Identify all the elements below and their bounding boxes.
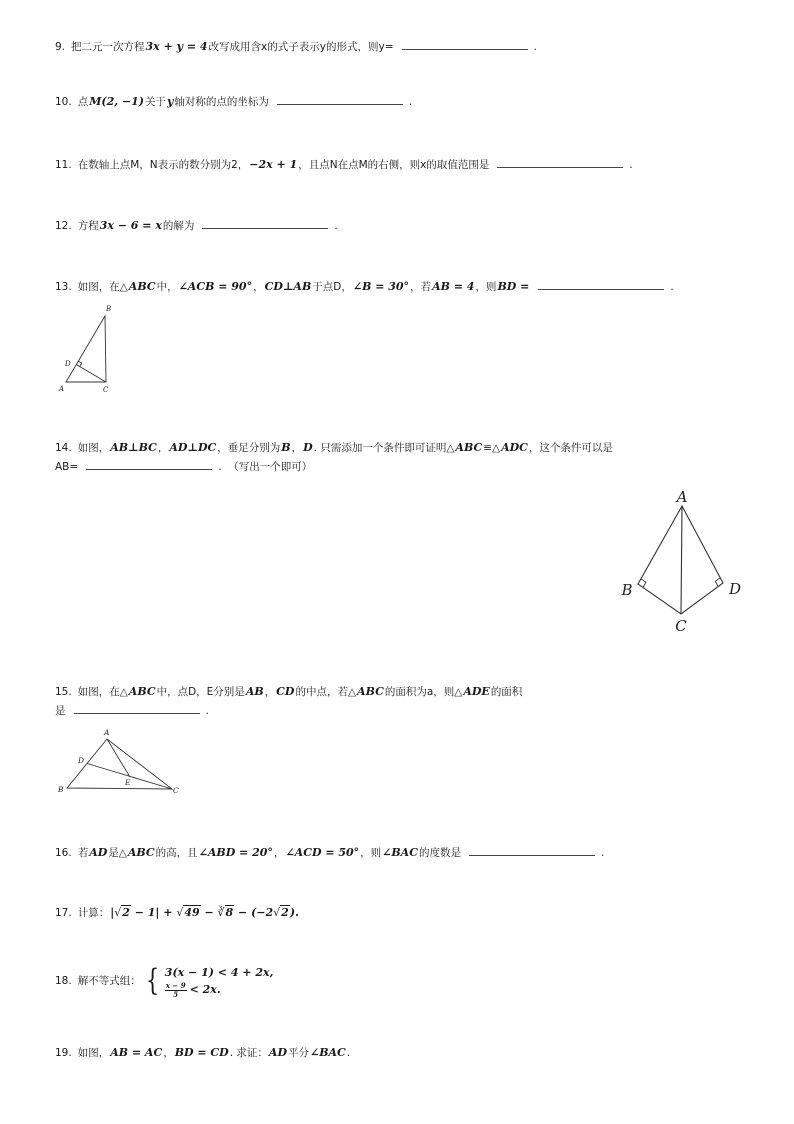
math-expression: M(2, −1) [89,95,144,108]
radicand: 49 [184,906,200,919]
question-text: . [334,220,338,232]
label-a: A [104,728,110,737]
question-text: 如图， [77,442,110,454]
question-number: 12. [55,220,72,232]
question-text: ，若 [410,281,432,293]
question-text: ， [163,1047,174,1059]
math-expression: AD [268,1046,287,1059]
expr-part: − 1| + [130,906,177,919]
question-12 [55,219,338,233]
quadrilateral-abcd [638,506,723,614]
math-expression: ABC [127,846,155,859]
question-text: 中，点D，E分别是 [156,686,245,698]
label-d: D [65,360,71,368]
question-text: 关于 [144,96,166,108]
question-text: . [205,705,209,717]
radicand: 2 [122,906,130,919]
math-expression: −2x + 1 [249,158,298,171]
figure-13-triangle [55,300,125,400]
label-c: C [675,617,687,635]
inequality-rest: < 2x. [189,983,221,996]
fraction-denominator: 5 [173,989,179,999]
question-text: ，垂足分别为 [217,442,281,454]
question-11 [55,158,633,172]
math-expression: ∠ACD = 50° [285,846,360,859]
answer-blank [497,158,623,168]
system-brace: { [145,963,159,999]
figure-15-triangle [55,725,185,800]
question-number: 15. [55,686,72,698]
math-expression: AD⊥DC [169,441,217,454]
expr-part: | [110,906,115,919]
question-text: ， [291,442,303,454]
math-expression: ABC [455,441,483,454]
answer-blank [538,280,664,290]
question-number: 13. [55,281,72,293]
question-text: 点 [77,96,89,108]
question-text: 平分 [287,1047,309,1059]
question-text: . [629,159,633,171]
question-text: . [218,461,222,473]
question-text: . [533,41,537,53]
question-text: 的面积 [490,686,523,698]
math-expression: AB [245,685,264,698]
question-text: 解不等式组： [77,975,141,988]
answer-blank [86,460,212,470]
expr-part: − (−2 [234,906,274,919]
math-expression: ∠ABD = 20° [198,846,273,859]
question-text: 把二元一次方程 [71,41,145,53]
math-expression: D [303,441,313,454]
question-18 [55,964,274,999]
math-expression: AB = 4 [432,280,475,293]
question-number: 16. [55,847,72,859]
label-d: D [78,756,85,765]
math-expression: ABC [128,280,156,293]
question-10 [55,95,412,109]
question-14-line-1 [55,441,613,455]
question-text: . 求证： [229,1047,268,1059]
math-expression: B [281,441,291,454]
question-text: . [670,281,674,293]
question-text: 轴对称的点的坐标为 [174,96,269,108]
question-text: 方程 [77,220,99,232]
label-a: A [59,385,65,393]
question-number: 11. [55,159,72,171]
question-text: ，则 [360,847,382,859]
label-c: C [103,386,109,394]
question-15-line-1 [55,685,522,699]
inequality-1: 3(x − 1) < 4 + 2x, [164,966,274,979]
math-expression: y [166,95,174,108]
question-text: ，且点N在点M的右侧，则x的取值范围是 [298,159,490,171]
answer-blank [202,219,328,229]
question-text: ，这个条件可以是 [528,442,613,454]
radicand: 8 [225,906,234,919]
question-number: 10. [55,96,72,108]
question-number: 18. [55,975,72,988]
math-expression: CD⊥AB [264,280,312,293]
question-text: . [600,847,605,859]
math-expression: ADE [463,685,490,698]
question-number: 19. [55,1047,72,1059]
answer-blank [469,846,595,856]
label-e: E [125,778,131,787]
question-number: 14. [55,442,72,454]
question-text: ，则 [475,281,497,293]
sqrt-sign: √ [273,906,281,919]
sqrt-sign: √ [176,906,184,919]
question-text: 是 [55,705,66,717]
question-text: 中， [156,281,178,293]
math-expression: AB⊥BC [110,441,157,454]
math-expression: 3x − 6 = x [99,219,162,232]
radicand: 2 [281,906,289,919]
question-text: 的中点，若△ [295,686,357,698]
math-expression: ∠BAC [382,846,418,859]
question-text: 如图，在△ [77,281,128,293]
fraction [165,982,187,999]
expr-part: − [200,906,218,919]
question-text: . [408,96,413,108]
math-expression [110,906,299,919]
question-text: . [346,1047,351,1059]
math-expression: 3x + y = 4 [145,40,208,53]
question-text: 是△ [108,847,127,859]
question-text: ， [264,686,276,698]
question-text: 的度数是 [418,847,461,859]
question-text: 如图， [77,1047,110,1059]
question-text: ≌△ [483,442,501,454]
math-expression: ADC [501,441,528,454]
triangle-abc [66,316,106,382]
question-number: 17. [55,907,72,919]
question-text: 若 [77,847,89,859]
label-a: A [676,488,688,506]
question-14-line-2 [55,460,312,474]
math-expression: BD = CD [174,1046,229,1059]
question-text: 于点D， [312,281,352,293]
question-text: 计算： [77,907,110,919]
question-text: 在数轴上点M，N表示的数分别为2， [77,159,249,171]
math-expression: CD [276,685,295,698]
segment-cd [76,365,106,383]
question-text: 改写成用含x的式子表示y的形式，则y= [208,41,394,53]
answer-blank [74,704,200,714]
label-b: B [621,581,633,599]
question-number: 9. [55,41,66,53]
figure-14-kite [615,485,750,635]
math-expression: ABC [128,685,156,698]
cube-root-sign: ∛ [217,906,225,919]
question-text: ， [273,847,285,859]
answer-blank [277,95,403,105]
expr-part: ). [289,906,299,919]
question-19 [55,1046,350,1060]
label-b: B [58,785,64,794]
question-13 [55,280,674,294]
question-text: 的高，且 [155,847,198,859]
question-text: AB= [55,461,79,473]
math-expression: ∠B = 30° [352,280,410,293]
question-text: ， [253,281,264,293]
label-b: B [106,305,112,313]
fraction-numerator: x − 9 [165,980,186,990]
question-text: 如图，在△ [77,686,128,698]
math-expression: ∠BAC [309,1046,346,1059]
question-15-line-2 [55,704,209,718]
question-text: 的解为 [162,220,195,232]
answer-blank [402,40,528,50]
sqrt-sign: √ [114,906,122,919]
question-16 [55,846,604,860]
question-9 [55,40,537,54]
math-expression: AD [89,846,108,859]
math-expression: AB = AC [110,1046,163,1059]
question-hint: （写出一个即可） [228,461,313,473]
inequality-system [164,964,275,999]
question-17 [55,906,300,920]
math-expression: ∠ACB = 90° [178,280,253,293]
segment-ac [681,506,682,614]
question-text: . 只需添加一个条件即可证明△ [313,442,455,454]
math-expression: BD = [497,280,530,293]
label-d: D [728,580,742,598]
math-expression: ABC [357,685,384,698]
label-c: C [173,786,179,795]
inequality-2 [165,981,274,999]
question-text: ， [157,442,169,454]
question-text: 的面积为a，则△ [384,686,463,698]
